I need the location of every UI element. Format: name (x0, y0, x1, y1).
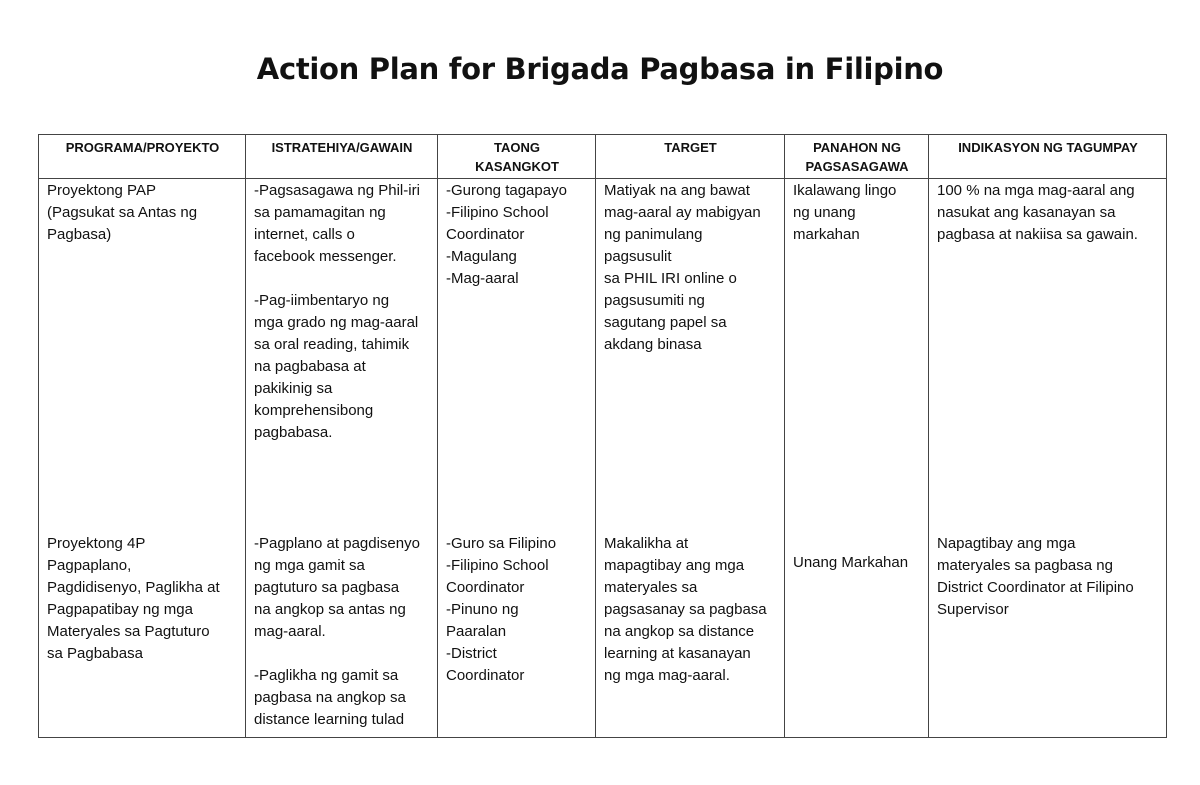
cell-text-line: mag-aaral. (254, 623, 326, 640)
cell-text-line: komprehensibong (254, 402, 374, 419)
header-taong-kasangkot: TAONG KASANGKOT (438, 135, 596, 179)
cell-text-line: pagbabasa. (254, 424, 333, 441)
cell-text-line: mag-aaral ay mabigyan (604, 204, 761, 221)
cell-text-line: sagutang papel sa (604, 314, 727, 331)
cell-target (596, 179, 785, 533)
cell-text-line: nasukat ang kasanayan sa (937, 204, 1116, 221)
cell-text-line: mga grado ng mag-aaral (254, 314, 419, 331)
cell-text-line: facebook messenger. (254, 248, 397, 265)
cell-text-line: -Mag-aaral (446, 270, 519, 287)
header-target: TARGET (596, 135, 785, 179)
cell-text-line: Coordinator (446, 667, 525, 684)
cell-text-line: Coordinator (446, 226, 525, 243)
cell-text-line: District Coordinator at Filipino (937, 579, 1134, 596)
cell-text-line: -District (446, 645, 497, 662)
header-indikasyon: INDIKASYON NG TAGUMPAY (929, 135, 1167, 179)
cell-text-line: learning at kasanayan (604, 645, 751, 662)
cell-panahon (785, 179, 929, 533)
table-row (39, 532, 1167, 738)
cell-text-line: Pagdidisenyo, Paglikha at (47, 579, 220, 596)
cell-text-line: materyales sa pagbasa ng (937, 557, 1113, 574)
cell-text-line: Supervisor (937, 601, 1009, 618)
cell-taong-kasangkot (438, 532, 596, 738)
cell-text-line: Napagtibay ang mga (937, 535, 1076, 552)
cell-text-line: distance learning tulad (254, 711, 405, 728)
cell-text-line: Ikalawang lingo (793, 182, 897, 199)
action-plan-table (38, 134, 1167, 738)
cell-text-line: sa oral reading, tahimik (254, 336, 410, 353)
cell-text-line: -Pagsasagawa ng Phil-iri (254, 182, 420, 199)
cell-text-line: ng unang (793, 204, 856, 221)
cell-text-line: ng panimulang (604, 226, 703, 243)
header-istratehiya: ISTRATEHIYA/GAWAIN (246, 135, 438, 179)
cell-text-line: -Pinuno ng (446, 601, 519, 618)
cell-text-line: -Pag-iimbentaryo ng (254, 292, 390, 309)
cell-text-line: mapagtibay ang mga (604, 557, 745, 574)
cell-text-line: -Paglikha ng gamit sa (254, 667, 399, 684)
cell-text-line: pagbasa at nakiisa sa gawain. (937, 226, 1138, 243)
cell-text-line: pagbasa na angkop sa (254, 689, 406, 706)
cell-taong-kasangkot (438, 179, 596, 533)
cell-text-line: pagtuturo sa pagbasa (254, 579, 400, 596)
cell-text-line: -Guro sa Filipino (446, 535, 557, 552)
cell-istratehiya (246, 532, 438, 738)
cell-text-line: (Pagsukat sa Antas ng (47, 204, 198, 221)
header-panahon: PANAHON NG PAGSASAGAWA (785, 135, 929, 179)
cell-target (596, 532, 785, 738)
cell-text-line: Proyektong 4P (47, 535, 146, 552)
cell-text-line: na angkop sa antas ng (254, 601, 406, 618)
cell-text-line: ng mga gamit sa (254, 557, 365, 574)
cell-text-line: Paaralan (446, 623, 507, 640)
cell-text-line: Coordinator (446, 579, 525, 596)
table-header-row (39, 135, 1167, 179)
cell-text-line: markahan (793, 226, 860, 243)
cell-text-line: -Gurong tagapayo (446, 182, 567, 199)
cell-text-line: materyales sa (604, 579, 698, 596)
cell-text-line: Materyales sa Pagtuturo (47, 623, 210, 640)
cell-text-line: pagsusulit (604, 248, 672, 265)
cell-text-line: ng mga mag-aaral. (604, 667, 730, 684)
cell-text-line: sa PHIL IRI online o (604, 270, 737, 287)
cell-text-line: -Filipino School (446, 204, 549, 221)
cell-text-line: na pagbabasa at (254, 358, 366, 375)
cell-text-line: sa pamamagitan ng (254, 204, 386, 221)
cell-text-line: Proyektong PAP (47, 182, 156, 199)
cell-panahon (785, 532, 929, 738)
cell-text-line: Pagpaplano, (47, 557, 132, 574)
cell-text-line: internet, calls o (254, 226, 355, 243)
cell-text-line: -Pagplano at pagdisenyo (254, 535, 420, 552)
cell-text-line: pagsusumiti ng (604, 292, 705, 309)
cell-text-line: Unang Markahan (793, 554, 909, 571)
table-row (39, 179, 1167, 533)
cell-text-line: sa Pagbabasa (47, 645, 143, 662)
cell-text-line: pagsasanay sa pagbasa (604, 601, 767, 618)
cell-text-line: Makalikha at (604, 535, 689, 552)
cell-text-line: akdang binasa (604, 336, 702, 353)
cell-text-line: Pagpapatibay ng mga (47, 601, 193, 618)
cell-istratehiya (246, 179, 438, 533)
header-programa: PROGRAMA/PROYEKTO (39, 135, 246, 179)
cell-programa (39, 532, 246, 738)
cell-text-line: pakikinig sa (254, 380, 333, 397)
cell-text-line: Pagbasa) (47, 226, 112, 243)
cell-programa (39, 179, 246, 533)
cell-indikasyon (929, 532, 1167, 738)
cell-indikasyon (929, 179, 1167, 533)
cell-text-line: 100 % na mga mag-aaral ang (937, 182, 1135, 199)
page-title: Action Plan for Brigada Pagbasa in Filipino (256, 52, 944, 86)
cell-text-line: -Magulang (446, 248, 517, 265)
cell-text-line: -Filipino School (446, 557, 549, 574)
cell-text-line: Matiyak na ang bawat (604, 182, 750, 199)
cell-text-line: na angkop sa distance (604, 623, 755, 640)
